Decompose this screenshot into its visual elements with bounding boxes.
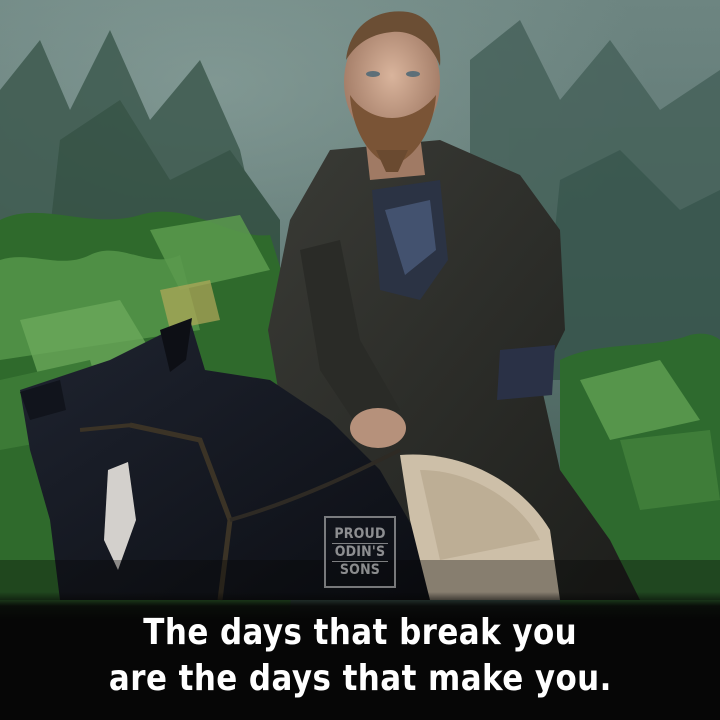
quote-line-1: The days that break you: [143, 612, 577, 653]
watermark-line-2: ODIN'S: [334, 543, 386, 560]
quote-line-2: are the days that make you.: [108, 658, 612, 699]
watermark-line-3: SONS: [339, 561, 381, 578]
quote-caption: [0, 592, 720, 720]
watermark-line-1: PROUD: [334, 525, 386, 542]
proud-odins-sons-watermark: [324, 516, 396, 588]
